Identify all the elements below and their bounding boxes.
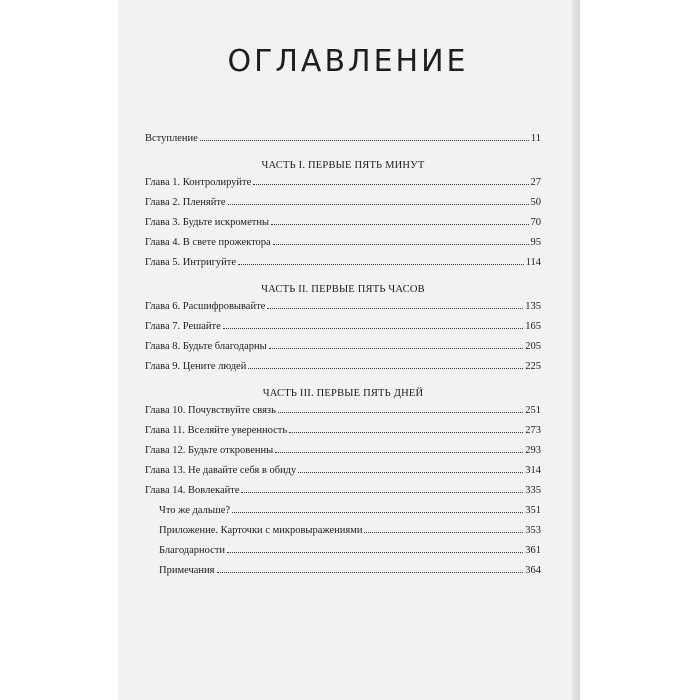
toc-entry-label: Глава 3. Будьте искрометны	[145, 217, 269, 228]
dot-leader	[273, 244, 529, 245]
toc-entry-label: Приложение. Карточки с микровыражениями	[159, 525, 363, 536]
dot-leader	[217, 572, 524, 573]
dot-leader	[248, 368, 523, 369]
part-heading-1: ЧАСТЬ I. ПЕРВЫЕ ПЯТЬ МИНУТ	[261, 160, 425, 171]
dot-leader	[267, 308, 523, 309]
toc-entry	[145, 217, 541, 237]
table-of-contents	[145, 133, 541, 585]
toc-entry-page: 135	[525, 301, 541, 312]
toc-entry	[145, 321, 541, 341]
toc-entry-appendix	[145, 505, 541, 525]
toc-entry-page: 114	[525, 257, 541, 268]
toc-entry	[145, 341, 541, 361]
dot-leader	[271, 224, 529, 225]
toc-entry-appendix	[145, 525, 541, 545]
toc-entry-page: 95	[530, 237, 541, 248]
toc-entry-page: 70	[530, 217, 541, 228]
toc-entry	[145, 485, 541, 505]
toc-entry	[145, 237, 541, 257]
toc-entry-page: 314	[525, 465, 541, 476]
toc-entry-appendix	[145, 545, 541, 565]
toc-entry-label: Вступление	[145, 133, 198, 144]
toc-entry-label: Примечания	[159, 565, 215, 576]
dot-leader	[364, 532, 523, 533]
toc-entry-label: Глава 1. Контролируйте	[145, 177, 252, 188]
toc-entry-label: Глава 7. Решайте	[145, 321, 221, 332]
dot-leader	[298, 472, 523, 473]
toc-entry-page: 351	[525, 505, 541, 516]
toc-entry-appendix	[145, 565, 541, 585]
toc-entry-page: 335	[525, 485, 541, 496]
toc-entry	[145, 177, 541, 197]
page-title: ОГЛАВЛЕНИЕ	[227, 44, 469, 79]
toc-entry	[145, 361, 541, 381]
dot-leader	[232, 512, 523, 513]
toc-entry-label: Глава 4. В свете прожектора	[145, 237, 271, 248]
toc-entry-page: 251	[525, 405, 541, 416]
toc-entry-label: Глава 2. Пленяйте	[145, 197, 226, 208]
toc-entry-page: 364	[525, 565, 541, 576]
dot-leader	[238, 264, 524, 265]
toc-entry-page: 11	[530, 133, 541, 144]
toc-entry-page: 273	[525, 425, 541, 436]
toc-entry	[145, 465, 541, 485]
toc-entry-label: Глава 6. Расшифровывайте	[145, 301, 266, 312]
page-edge	[572, 0, 580, 700]
toc-entry-page: 353	[525, 525, 541, 536]
dot-leader	[200, 140, 529, 141]
toc-entry	[145, 197, 541, 217]
toc-entry	[145, 301, 541, 321]
dot-leader	[228, 204, 529, 205]
toc-entry-label: Глава 14. Вовлекайте	[145, 485, 240, 496]
toc-entry-page: 165	[525, 321, 541, 332]
toc-entry-intro	[145, 133, 541, 153]
toc-entry-label: Глава 8. Будьте благодарны	[145, 341, 267, 352]
toc-entry-page: 205	[525, 341, 541, 352]
toc-entry-page: 293	[525, 445, 541, 456]
dot-leader	[275, 452, 523, 453]
toc-entry	[145, 425, 541, 445]
dot-leader	[253, 184, 528, 185]
toc-entry-label: Глава 10. Почувствуйте связь	[145, 405, 276, 416]
dot-leader	[269, 348, 524, 349]
toc-entry-label: Что же дальше?	[159, 505, 231, 516]
toc-entry-label: Глава 12. Будьте откровенны	[145, 445, 274, 456]
toc-entry-page: 50	[530, 197, 541, 208]
dot-leader	[241, 492, 523, 493]
toc-entry-label: Глава 13. Не давайте себя в обиду	[145, 465, 297, 476]
part-heading-3: ЧАСТЬ III. ПЕРВЫЕ ПЯТЬ ДНЕЙ	[262, 388, 424, 399]
toc-entry-label: Глава 11. Вселяйте уверенность	[145, 425, 288, 436]
toc-entry-page: 361	[525, 545, 541, 556]
toc-entry-label: Благодарности	[159, 545, 226, 556]
toc-entry-label: Глава 9. Цените людей	[145, 361, 247, 372]
dot-leader	[223, 328, 523, 329]
dot-leader	[289, 432, 523, 433]
toc-entry-page: 27	[530, 177, 541, 188]
toc-entry-label: Глава 5. Интригуйте	[145, 257, 236, 268]
toc-entry	[145, 445, 541, 465]
dot-leader	[227, 552, 523, 553]
part-heading-2: ЧАСТЬ II. ПЕРВЫЕ ПЯТЬ ЧАСОВ	[261, 284, 425, 295]
toc-entry	[145, 405, 541, 425]
toc-entry	[145, 257, 541, 277]
dot-leader	[278, 412, 523, 413]
toc-entry-page: 225	[525, 361, 541, 372]
